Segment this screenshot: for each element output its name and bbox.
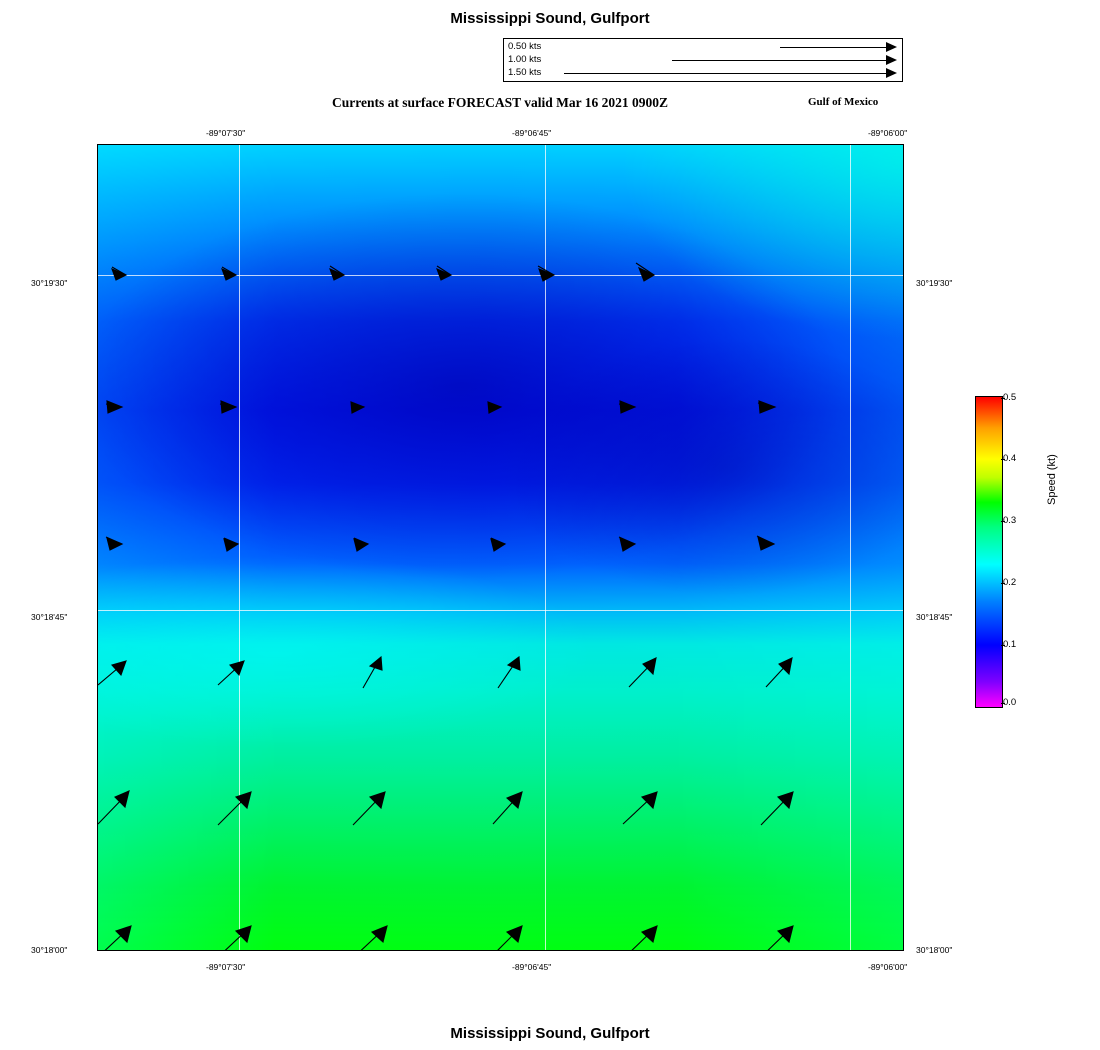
current-arrow [491,538,505,551]
current-arrow [538,266,554,281]
vector-key-row [504,41,902,55]
vector-key-line [780,47,888,48]
current-arrow [106,537,122,550]
speed-colorbar [975,392,1017,708]
current-arrow [218,792,251,825]
vector-key-label: 1.50 kts [508,67,542,78]
vector-key-label: 1.00 kts [508,54,542,65]
current-arrow [354,538,368,551]
current-arrow [330,266,344,280]
colorbar-tick: 0.2 [1003,577,1017,588]
vector-key-line [564,73,888,74]
current-speed-map[interactable] [97,144,904,951]
current-arrow [759,926,793,950]
colorbar-title: Speed (kt) [1046,454,1058,505]
current-arrow [625,926,657,950]
axis-tick-y-left: 30°19'30" [31,278,68,288]
colorbar-gradient [975,396,1003,708]
current-arrow [619,537,635,551]
colorbar-tick: 0.4 [1003,453,1017,464]
page-title: Mississippi Sound, Gulfport [450,10,650,27]
current-arrow [636,263,654,281]
axis-tick-x-bottom: -89°06'45" [512,962,552,972]
current-arrow [498,657,520,688]
footer-title: Mississippi Sound, Gulfport [450,1025,650,1042]
current-arrow [491,926,522,950]
current-arrow [224,538,238,551]
axis-tick-y-right: 30°18'00" [916,945,953,955]
current-arrow [98,791,129,824]
current-arrow [488,402,501,413]
axis-tick-y-left: 30°18'45" [31,612,68,622]
axis-tick-y-right: 30°18'45" [916,612,953,622]
vector-key-line [672,60,888,61]
vector-key-arrowhead [886,68,897,78]
current-arrow [353,926,387,950]
vector-key-row [504,67,902,81]
current-arrow [353,792,385,825]
current-arrow [98,926,131,950]
vector-key-row [504,54,902,68]
axis-tick-x-bottom: -89°06'00" [868,962,908,972]
current-arrow [218,661,244,685]
current-arrow [758,401,775,413]
current-arrow [623,792,657,824]
current-arrow [493,792,522,824]
current-arrow [437,266,451,280]
current-arrow [112,267,126,280]
axis-tick-y-left: 30°18'00" [31,945,68,955]
chart-subtitle: Currents at surface FORECAST valid Mar 16 2021 0900Z [332,95,668,110]
current-arrow [106,401,122,413]
region-label: Gulf of Mexico [808,96,879,108]
colorbar-tick: 0.3 [1003,515,1017,526]
axis-tick-x-top: -89°06'00" [868,128,908,138]
current-arrow [766,658,792,687]
vector-scale-key [503,38,903,82]
axis-tick-y-right: 30°19'30" [916,278,953,288]
current-arrow [98,661,126,685]
current-arrow [629,658,656,687]
colorbar-tick: 0.1 [1003,639,1017,650]
axis-tick-x-top: -89°07'30" [206,128,246,138]
current-arrow [619,401,635,413]
current-vector-overlay [98,145,903,950]
current-arrow [222,267,236,280]
current-arrow [351,402,364,413]
current-arrow [761,792,793,825]
colorbar-tick: 0.0 [1003,697,1017,708]
current-arrow [757,536,774,550]
current-arrow [363,657,382,688]
colorbar-tick: 0.5 [1003,392,1017,403]
axis-tick-x-bottom: -89°07'30" [206,962,246,972]
current-arrow [220,401,236,413]
vector-key-arrowhead [886,55,897,65]
current-arrow [216,926,251,950]
vector-key-label: 0.50 kts [508,41,542,52]
axis-tick-x-top: -89°06'45" [512,128,552,138]
vector-key-arrowhead [886,42,897,52]
